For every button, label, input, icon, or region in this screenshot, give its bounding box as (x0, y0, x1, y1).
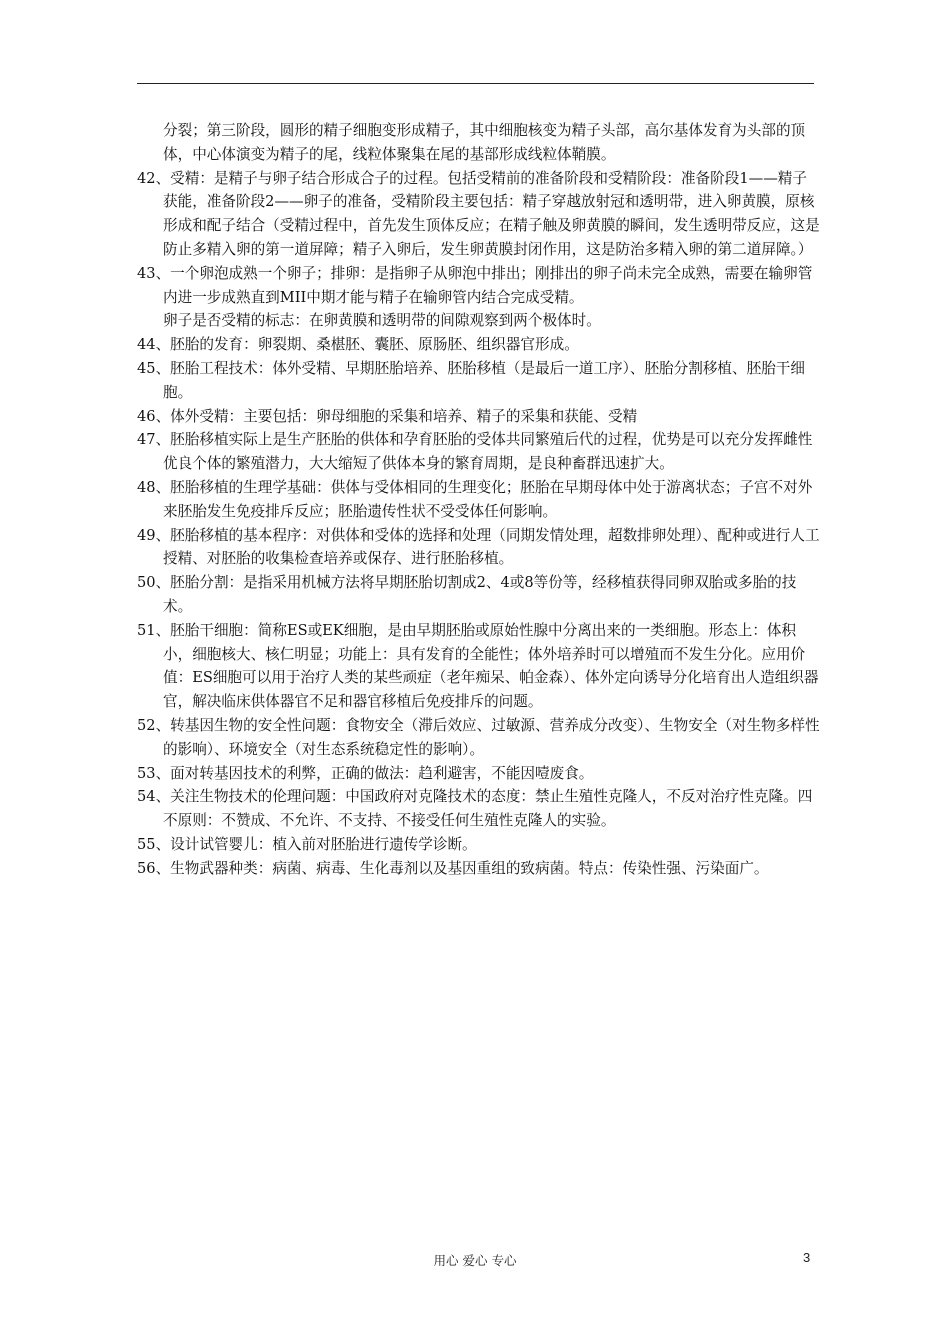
list-item-43-note: 卵子是否受精的标志：在卵黄膜和透明带的间隙观察到两个极体时。 (163, 312, 601, 330)
page-footer: 用心 爱心 专心 (433, 1253, 517, 1268)
list-item-42: 42、受精：是精子与卵子结合形成合子的过程。包括受精前的准备阶段和受精阶段：准备阶段1——精子获能，准备阶段2——卵子的准备，受精阶段主要包括：精子穿越放射冠和透明带，进入卵黄膜，原核形成和配子结合（受精过程中，首先发生顶体反应；在精子触及卵黄膜的瞬间，发生透明带反应，这是防止多精入卵的第一道屏障；精子入卵后，发生卵黄膜封闭作用，这是防治多精入卵的第二道屏障。） (137, 169, 820, 258)
list-item-51: 51、胚胎干细胞：简称ES或EK细胞，是由早期胚胎或原始性腺中分离出来的一类细胞。形态上：体积小，细胞核大、核仁明显；功能上：具有发育的全能性；体外培养时可以增殖而不发生分化。应用价值：ES细胞可以用于治疗人类的某些顽症（老年痴呆、帕金森）、体外定向诱导分化培育出人造组织器官，解决临床供体器官不足和器官移植后免疫排斥的问题。 (137, 621, 819, 711)
paragraph-continuation: 分裂；第三阶段，圆形的精子细胞变形成精子，其中细胞核变为精子头部，高尔基体发育为头部的顶体，中心体演变为精子的尾，线粒体聚集在尾的基部形成线粒体鞘膜。 (163, 122, 806, 163)
list-item-43: 43、一个卵泡成熟一个卵子；排卵：是指卵子从卵泡中排出；刚排出的卵子尚未完全成熟，需要在输卵管内进一步成熟直到MII中期才能与精子在输卵管内结合完成受精。 (137, 264, 813, 306)
list-item-49: 49、胚胎移植的基本程序：对供体和受体的选择和处理（同期发情处理，超数排卵处理）、配种或进行人工授精、对胚胎的收集检查培养或保存、进行胚胎移植。 (137, 526, 820, 568)
header-rule (137, 83, 814, 84)
list-item-55: 55、设计试管婴儿：植入前对胚胎进行遗传学诊断。 (137, 835, 477, 853)
list-item-50: 50、胚胎分割：是指采用机械方法将早期胚胎切割成2、4或8等份等，经移植获得同卵双胎或多胎的技术。 (137, 574, 797, 615)
list-item-52: 52、转基因生物的安全性问题：食物安全（滞后效应、过敏源、营养成分改变）、生物安全（对生物多样性的影响）、环境安全（对生态系统稳定性的影响）。 (137, 716, 820, 758)
list-item-56: 56、生物武器种类：病菌、病毒、生化毒剂以及基因重组的致病菌。特点：传染性强、污染面广。 (137, 859, 769, 877)
list-item-54: 54、关注生物技术的伦理问题：中国政府对克隆技术的态度：禁止生殖性克隆人，不反对治疗性克隆。四不原则：不赞成、不允许、不支持、不接受任何生殖性克隆人的实验。 (137, 788, 813, 830)
document-body (137, 119, 820, 881)
list-item-47: 47、胚胎移植实际上是生产胚胎的供体和孕育胚胎的受体共同繁殖后代的过程，优势是可以充分发挥雌性优良个体的繁殖潜力，大大缩短了供体本身的繁育周期，是良种畜群迅速扩大。 (137, 431, 813, 473)
list-item-53: 53、面对转基因技术的利弊，正确的做法：趋利避害，不能因噎废食。 (137, 764, 594, 782)
list-item-44: 44、胚胎的发育：卵裂期、桑椹胚、囊胚、原肠胚、组织器官形成。 (137, 336, 579, 354)
list-item-45: 45、胚胎工程技术：体外受精、早期胚胎培养、胚胎移植（是最后一道工序）、胚胎分割移植、胚胎干细胞。 (137, 359, 805, 401)
list-item-48: 48、胚胎移植的生理学基础：供体与受体相同的生理变化；胚胎在早期母体中处于游离状态；子宫不对外来胚胎发生免疫排斥反应；胚胎遗传性状不受受体任何影响。 (137, 478, 813, 520)
page-number: 3 (803, 1250, 811, 1265)
list-item-46: 46、体外受精：主要包括：卵母细胞的采集和培养、精子的采集和获能、受精 (137, 407, 638, 425)
